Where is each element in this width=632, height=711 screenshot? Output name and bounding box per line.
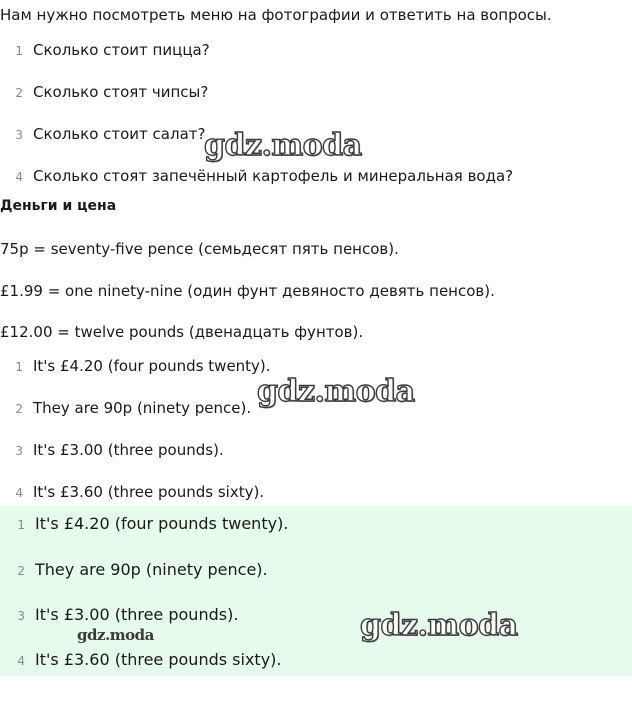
watermark-logo: gdz.moda — [257, 374, 415, 409]
question-text: Сколько стоит пицца? — [33, 41, 210, 59]
note-line: £12.00 = twelve pounds (двенадцать фунтов). — [0, 323, 364, 341]
list-item — [0, 166, 513, 185]
watermark-logo: gdz.moda — [77, 626, 154, 644]
item-number: 2 — [15, 86, 23, 100]
watermark-logo: gdz.moda — [360, 608, 518, 643]
note-line: 75p = seventy-five pence (семьдесят пять пенсов). — [0, 240, 399, 258]
answer-text: They are 90p (ninety pence). — [33, 399, 252, 417]
item-number: 4 — [17, 654, 25, 668]
answer-text: It's £3.60 (three pounds sixty). — [35, 650, 282, 669]
list-item — [0, 482, 264, 501]
item-number: 3 — [15, 444, 23, 458]
list-item — [0, 440, 224, 459]
item-number: 4 — [15, 170, 23, 184]
list-item — [0, 560, 268, 579]
answer-text: It's £4.20 (four pounds twenty). — [35, 514, 289, 533]
list-item — [0, 650, 281, 669]
note-line: £1.99 = one ninety-nine (один фунт девяносто девять пенсов). — [0, 282, 495, 300]
list-item — [0, 40, 210, 59]
question-text: Сколько стоит салат? — [33, 125, 206, 143]
item-number: 1 — [15, 360, 23, 374]
item-number: 4 — [15, 486, 23, 500]
intro-text: Нам нужно посмотреть меню на фотографии и ответить на вопросы. — [0, 6, 552, 24]
answer-text: It's £3.00 (three pounds). — [33, 441, 224, 459]
answer-text: It's £4.20 (four pounds twenty). — [33, 357, 271, 375]
item-number: 3 — [17, 609, 25, 623]
item-number: 3 — [15, 128, 23, 142]
item-number: 2 — [17, 564, 25, 578]
list-item — [0, 398, 251, 417]
question-text: Сколько стоят запечённый картофель и минеральная вода? — [33, 167, 514, 185]
answer-text: It's £3.60 (three pounds sixty). — [33, 483, 265, 501]
item-number: 1 — [17, 518, 25, 532]
list-item — [0, 82, 208, 101]
list-item — [0, 605, 238, 624]
answer-text: They are 90p (ninety pence). — [35, 560, 268, 579]
list-item — [0, 124, 205, 143]
watermark-logo: gdz.moda — [204, 128, 362, 163]
section-title: Деньги и цена — [0, 198, 117, 214]
question-text: Сколько стоят чипсы? — [33, 83, 209, 101]
list-item — [0, 356, 271, 375]
list-item — [0, 514, 288, 533]
item-number: 2 — [15, 402, 23, 416]
answer-text: It's £3.00 (three pounds). — [35, 605, 239, 624]
item-number: 1 — [15, 44, 23, 58]
